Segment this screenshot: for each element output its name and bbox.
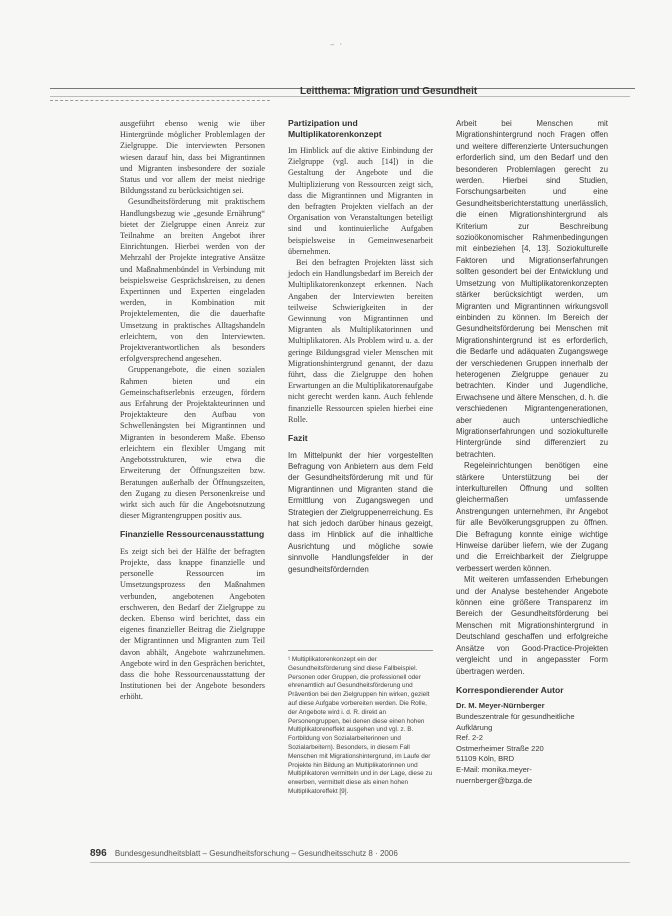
running-header-title: Leitthema: Migration und Gesundheit <box>300 86 478 97</box>
column-middle <box>288 118 433 575</box>
section-heading: Korrespondierender Autor <box>456 684 564 695</box>
author-name: Dr. M. Meyer-Nürnberger <box>456 701 545 711</box>
paragraph: Im Mittelpunkt der hier vorgestellten Befragung von Anbietern aus dem Feld der Gesundheitsförderung mit und für Migrantinnen und Migranten stand die Ermittlung von Zugangswegen und Strategien der Zielgruppenerreichung. Es hat sich jedoch darüber hinaus gezeigt, dass im Hinblick auf die inhaltliche Ausrichtung und mögliche sowie sinnvolle Handlungsfelder in der gesundheitsfördernden <box>288 450 433 574</box>
author-line: Ostmerheimer Straße 220 <box>456 743 544 753</box>
sans-block <box>288 450 433 575</box>
section-heading: Finanzielle Ressourcenausstattung <box>120 529 265 540</box>
section-heading: Fazit <box>288 433 308 444</box>
footnote <box>288 656 433 797</box>
column-right <box>456 118 608 786</box>
author-line: Bundeszentrale für gesundheitliche Aufklärung <box>456 712 575 732</box>
paragraph: Regeleinrichtungen benötigen eine stärkere Unterstützung bei der interkulturellen Öffnung und sollten gleichermaßen umfassende Anstrengungen unternehmen, ihr Angebot für alle Bevölkerungsgruppen zu öffnen. Die Befragung konnte einige wichtige Hinweise darüber liefern, wie der Zugang und die Erreichbarkeit der Zielgruppe verbessert werden können. <box>456 461 608 573</box>
paragraph: Arbeit bei Menschen mit Migrationshintergrund noch Fragen offen und weitere differenzierte Untersuchungen erforderlich sind, um den Bedarf und den besonderen Problemlagen gerecht zu werden. Hierbei sind Studien, Forschungsarbeiten und eine Gesundheitsberichterstattung unerlässlich, die einen Migrationshintergrund als Kriterium zur Beschreibung sozioökonomischer Rahmenbedingungen mit einbeziehen [4, 13]. Soziokulturelle Faktoren und Migrationserfahrungen sollten gesondert bei der Entwicklung und Umsetzung von Multiplikatorenkonzepten stärker berücksichtigt werden, um Migranten und Migrantinnen wirkungsvoll einbinden zu können. Im Bereich der Gesundheitsförderung bei Menschen mit Migrationshintergrund ist es erforderlich, die Bedarfe und adäquaten Zugangswege der verschiedenen Gruppen innerhalb der heterogenen Zielgruppe genauer zu betrachten. Kinder und Jugendliche, Erwachsene und ältere Menschen, d. h. die verschiedenen Migrantengenerationen, aber auch unterschiedliche Migrationserfahrungen und soziokulturelle Hintergründe sind differenziert zu betrachten. <box>456 119 608 459</box>
footnote-separator <box>288 650 433 651</box>
paragraph: Es zeigt sich bei der Hälfte der befragten Projekte, dass knappe finanzielle und personelle Ressourcen im Umsetzungsprozess den Maßnahmen verbunden, angebotenen Angeboten erschweren, den Bedarf der Zielgruppe zu decken. Ebenso wird berichtet, dass ein eigenes finanzieller Beitrag die Zielgruppe der Migrantinnen und Migranten zum Teil davon abhält, Angebote wahrzunehmen. Angebote wird in den Gesprächen berichtet, dass die hohe Ressourcenausstattung der Institutionen bei der Angebote besonders erhöht. <box>120 546 265 702</box>
section-heading: Partizipation und Multiplikatorenkonzept <box>288 118 382 139</box>
author-line: 51109 Köln, BRD <box>456 754 515 764</box>
footer-rule <box>90 862 630 863</box>
paragraph: Im Hinblick auf die aktive Einbindung der Zielgruppe (vgl. auch [14]) in die Gestaltung der Angebote und die Multiplizierung von Ressourcen zeigt sich, dass die Migrantinnen und Migranten in den befragten Projekten vielfach an der Organisation von Veranstaltungen beteiligt sind und kontinuierliche Aufgaben beispielsweise in Gemeinwesenarbeit übernehmen. <box>288 146 433 256</box>
page-footer <box>90 848 398 859</box>
header-dash-rule <box>50 100 270 101</box>
author-email: E-Mail: monika.meyer-nuernberger@bzga.de <box>456 764 533 785</box>
paragraph: ausgeführt ebenso wenig wie über Hintergründe möglicher Problemlagen der Zielgruppe. Die interviewten Personen wiesen darauf hin, dass bei Migrantinnen und Migranten insbesondere der soziale Status und vor allem der meist niedrige Bildungsstand zu berücksichtigen sei. <box>120 119 265 196</box>
journal-citation: Bundesgesundheitsblatt – Gesundheitsforschung – Gesundheitsschutz 8 · 2006 <box>114 849 398 858</box>
paragraph: Bei den befragten Projekten lässt sich jedoch ein Handlungsbedarf im Bereich der Multiplikatorenkonzept erkennen. Nach Angaben der Interviewten bereiten teilweise Schwierigkeiten in der Gewinnung von Migrantinnen und Migranten als Multiplikatorinnen und Multiplikatoren. Als Problem wird u. a. der geringe Bildungsgrad vieler Menschen mit Migrationshintergrund genannt, der dazu führt, dass die Zielgruppe den hohen Erwartungen an die Multiplikatorenaufgabe nicht gerecht werden kann. Auch fehlende finanzielle Ressourcen spielen hierbei eine Rolle. <box>288 258 433 424</box>
scan-artifact: – · <box>330 40 344 50</box>
author-line: Ref. 2-2 <box>456 733 484 743</box>
paragraph: Mit weiteren umfassenden Erhebungen und der Analyse bestehender Angebote können eine größere Transparenz im Bereich der Gesundheitsförderung bei Menschen mit Migrationshintergrund in Deutschland geschaffen und erfolgreiche Ansätze von Good-Practice-Projekten vergleicht und in angepasster Form übertragen werden. <box>456 575 608 676</box>
footnote-text: ¹ Multiplikatorenkonzept ein der Gesundheitsförderung sind diese Fallbeispiel. Personen oder Gruppen, die professionell oder ehrenamtlich auf Gesundheitsförderung und Prävention bei den Zielgruppen hin wirken, gezielt auf diese Aufgabe vorbereiten werden. Die Rolle, der Angebote wird i. d. R. direkt an Personengruppen, bei denen diese einen hohen Multiplikatoreneffekt ausgehen und vgl. z. B. Fortbildung von Sozialarbeiterinnen und Sozialarbeitern). Besonders, in diesem Fall Menschen mit Migrationshintergrund, im Laufe der Projekte hin Bildung an Multiplikatorinnen und Multiplikatoren vermitteln und in der Lage, diese zu erwerben, vermittelt diese als einen hohen Multiplikatoreffekt [9]. <box>288 656 433 795</box>
column-left <box>120 118 265 703</box>
paragraph: Gruppenangebote, die einen sozialen Rahmen bieten und ein Gemeinschaftserlebnis erzeugen, fördern aus Erfahrung der Projektakteurinnen und Projektakteure den Aufbau von Schwellenängsten bei Migrantinnen und Migranten in besonderem Maße. Ebenso erleichtern ein flexibler Umgang mit Angebotsstrukturen, wie etwa die Erweiterung der Öffnungszeiten bzw. Beratungen außerhalb der Öffnungszeiten, den Zugang zu diesen Personenkreise und wirkt sich auch für die Angebotsnutzung dieser Migrantengruppen positiv aus. <box>120 365 265 521</box>
paragraph: Gesundheitsförderung mit praktischem Handlungsbezug wie „gesunde Ernährung“ bietet der Zielgruppe einen Anreiz zur Teilnahme an breiten Angebot ihrer Einrichtungen. Hierbei werden von der Mehrzahl der Projekte integrative Ansätze und Maßnahmenbündel in Verbindung mit beispielsweise Gesprächskreisen, zu denen Expertinnen und Experten eingeladen werden, in Kombination mit Projektelementen, die die dauerhafte Umsetzung in praktisches Alltagshandeln erleichtern, von den Interviewten. Projektverantwortlichen als besonders erfolgversprechend angesehen. <box>120 197 265 364</box>
author-block <box>456 701 608 786</box>
page-number: 896 <box>90 848 107 859</box>
